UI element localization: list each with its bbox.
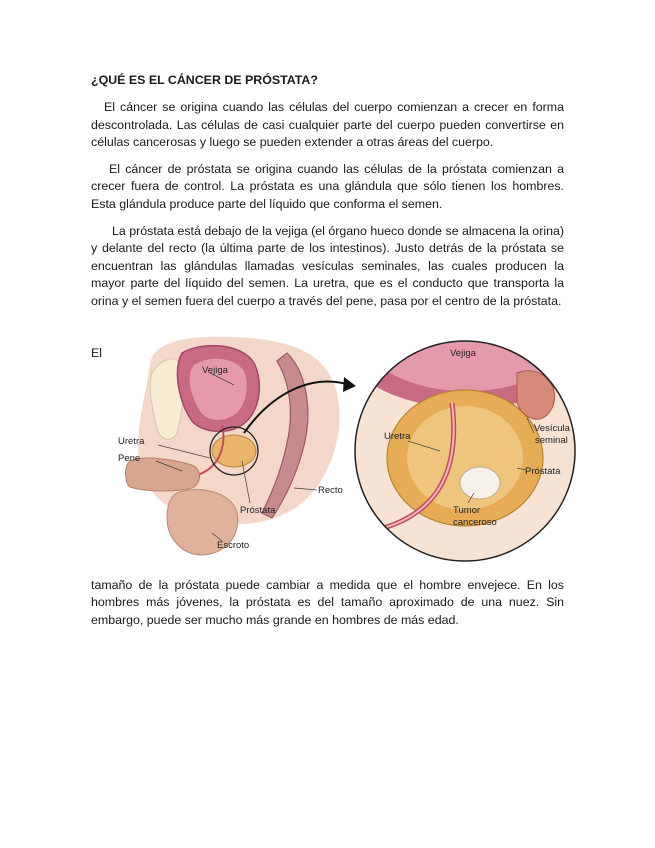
paragraph-1: El cáncer se origina cuando las células del cuerpo comienzan a crecer en forma descontrolada. Las células de casi cualquier parte del cuerpo pueden convertirse en células cancerosas y luego se pueden extender a otras áreas del cuerpo. — [91, 100, 564, 150]
document-page — [91, 72, 570, 638]
zoom-label-tumor-1: Tumor — [453, 504, 481, 516]
zoom-label-vesicle-2: seminal — [535, 434, 568, 446]
prostate-shape — [212, 435, 256, 467]
zoom-label-vesicle-1: Vesícula — [534, 422, 570, 434]
prostate-anatomy-illustration — [118, 333, 582, 567]
label-prostate: Próstata — [240, 504, 276, 516]
figure-lead-word: El — [91, 345, 103, 360]
zoom-arrowhead — [343, 377, 356, 392]
label-urethra: Uretra — [118, 435, 145, 447]
paragraph-2: El cáncer de próstata se origina cuando las células de la próstata comienzan a crecer fuera de control. La próstata es una glándula que sólo tienen los hombres. Esta glándula produce parte del líquido que conforma el semen. — [91, 161, 564, 211]
label-rectum: Recto — [318, 484, 343, 496]
label-bladder: Vejiga — [202, 364, 228, 376]
zoom-label-urethra: Uretra — [384, 430, 411, 442]
zoom-label-prostate: Próstata — [525, 465, 561, 477]
document-title: ¿QUÉ ES EL CÁNCER DE PRÓSTATA? — [91, 73, 318, 87]
paragraph-3: La próstata está debajo de la vejiga (el órgano hueco donde se almacena la orina) y delante del recto (la última parte de los intestinos). Justo detrás de la próstata se encuentran las glándulas llamadas vesículas seminales, las cuales producen la mayor parte del líquido del semen. La uretra, que es el conducto que transporta la orina y el semen fuera del cuerpo a través del pene, pasa por el centro de la próstata. — [91, 223, 564, 308]
anatomy-side-view — [118, 336, 343, 554]
label-scrotum: Escroto — [217, 539, 250, 551]
zoom-label-bladder: Vejiga — [450, 347, 476, 359]
anatomy-zoom-view — [355, 341, 575, 561]
zoom-label-tumor-2: canceroso — [453, 516, 497, 528]
figure-row — [91, 337, 570, 567]
closing-paragraph: tamaño de la próstata puede cambiar a medida que el hombre envejece. En los hombres más jóvenes, la próstata es del tamaño aproximado de una nuez. Sin embargo, puede ser mucho más grande en hombres de más edad. — [91, 577, 564, 627]
label-penis: Pene — [118, 452, 141, 464]
